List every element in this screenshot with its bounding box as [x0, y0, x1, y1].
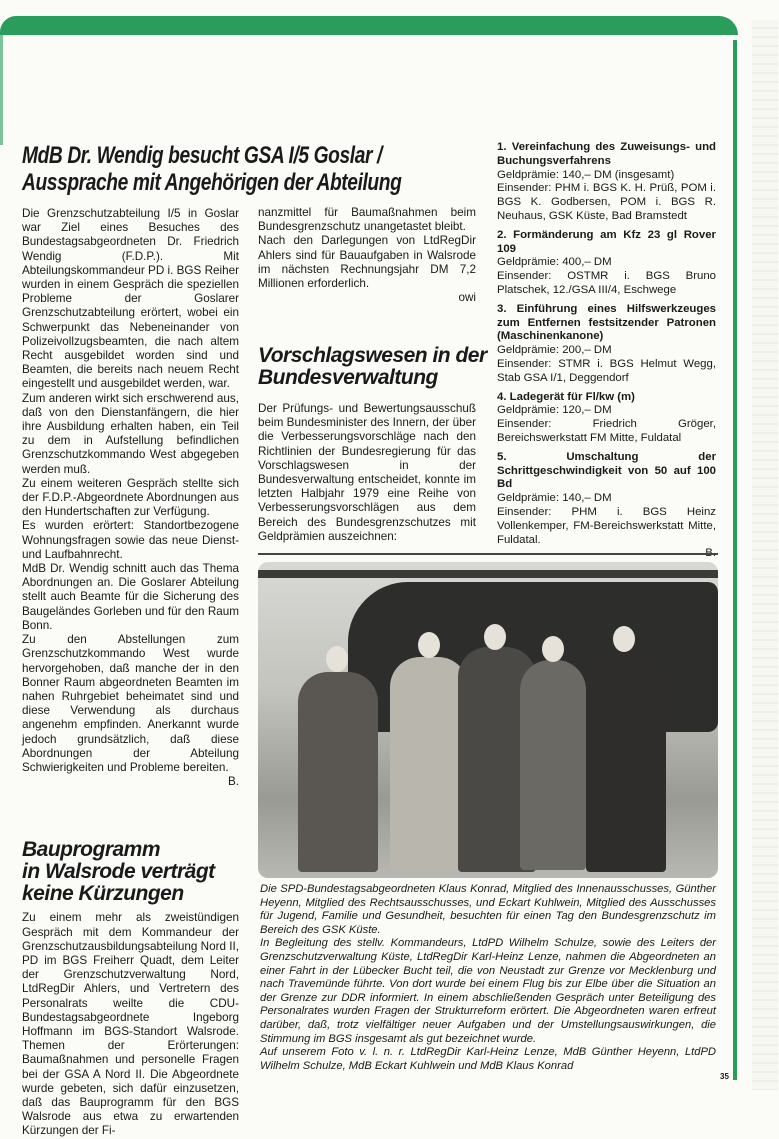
item-title: 4. Ladegerät für Fl/kw (m) — [497, 390, 635, 403]
section-divider — [258, 553, 718, 555]
item-bonus: Geldprämie: 120,– DM — [497, 404, 612, 417]
item-bonus: Geldprämie: 200,– DM — [497, 344, 612, 357]
item-title: 5. Umschaltung der Schrittgeschwindigkeit von 50 auf 100 Bd — [497, 450, 716, 491]
left-edge-rule — [0, 35, 3, 145]
item-submitter: Einsender: Friedrich Gröger, Bereichswerkstatt FM Mitte, Fuldatal — [497, 418, 716, 444]
article3-items — [497, 141, 716, 561]
paragraph: Die Grenzschutzabteilung I/5 in Goslar war Ziel eines Besuches des Bundestagsabgeordneten Dr. Friedrich Wendig (F.D.P.). Mit Abteilungskommandeur PD i. BGS Reiher wurden in einem Gespräch die speziellen Probleme der Goslarer Grenzschutzabteilung erörtert, wobei ein Schwerpunkt das Nebeneinander von Polizeivollzugsbeamten, die nach altem Recht ausgebildet worden sind und Beamten, die bereits nach neuem Recht eingestellt und ausgebildet werden, war. — [22, 207, 239, 391]
paragraph: MdB Dr. Wendig schnitt auch das Thema Abordnungen an. Die Goslarer Abteilung stellt auch Beamte für die Sicherung des Baugeländes Gorleben und für den Raum Bonn. — [22, 562, 239, 632]
signature: B. — [227, 775, 239, 789]
photo-caption — [260, 883, 716, 1073]
title-line: keine Kürzungen — [22, 882, 184, 906]
article3-intro — [258, 402, 476, 544]
caption-paragraph: Auf unserem Foto v. l. n. r. LtdRegDir Karl-Heinz Lenze, MdB Günther Heyenn, LtdPD Wilhelm Schulze, MdB Eckart Kuhlwein und MdB Klaus Konrad — [260, 1046, 716, 1072]
title-line: Bundesverwaltung — [258, 366, 438, 389]
page-number: 35 — [720, 1072, 729, 1081]
paragraph: Zu einem weiteren Gespräch stellte sich der F.D.P.-Abgeordnete Abordnungen aus den Hundertschaften zur Verfügung. — [22, 476, 239, 519]
item-submitter: Einsender: OSTMR i. BGS Bruno Platschek, 12./GSA III/4, Eschwege — [497, 270, 716, 296]
suggestion-item — [497, 229, 716, 298]
item-title: 2. Formänderung am Kfz 23 gl Rover 109 — [497, 228, 716, 255]
caption-paragraph: In Begleitung des stellv. Kommandeurs, LtdPD Wilhelm Schulze, sowie des Leiters der Grenzschutzverwaltung Küste, LtdRegDir Karl-Heinz Lenze, nahmen die Abgeordneten an einer Fahrt in der Lübecker Bucht teil, die von Neustadt zur Grenze vor Mecklenburg und nach Travemünde führte. Von dort wurde bei einem Flug bis zur Elbe über die Situation an der Grenze zur DDR informiert. In einem abschließenden Gespräch unter Beteiligung des Personalrates wurden Fragen der Strukturreform erörtert. Die Abgeordneten waren erfreut darüber, daß, trotz vielfältiger neuer Aufgaben und der Umstellungsauswirkungen, die Stimmung im BGS insgesamt als gut bezeichnet wurde. — [260, 937, 716, 1045]
item-title: 3. Einführung eines Hilfswerkzeuges zum Entfernen festsitzender Patronen (Maschinenkanone) — [497, 302, 716, 343]
caption-paragraph: Die SPD-Bundestagsabgeordneten Klaus Konrad, Mitglied des Innenausschusses, Günther Heyenn, Mitglied des Rechtsausschusses, und Eckart Kuhlwein, Mitglied des Ausschusses für Jugend, Familie und Gesundheit, besuchten für einen Tag den Bundesgrenzschutz im Bereich des GSK Küste. — [260, 883, 716, 936]
title-line: Bauprogramm — [22, 838, 161, 862]
article2-body-part2 — [258, 206, 476, 305]
article2-body-part1 — [22, 911, 239, 1138]
paragraph: Nach den Darlegungen von LtdRegDir Ahlers sind für Bauaufgaben in Walsrode im nächsten Rechnungsjahr DM 7,2 Millionen erforderlich. — [258, 234, 476, 291]
paragraph: nanzmittel für Baumaßnahmen beim Bundesgrenzschutz unangetastet bleibt. — [258, 206, 476, 234]
paragraph: Zum anderen wirkt sich erschwerend aus, daß von den Dienstanfängern, die hier ihre Ausbildung erhalten haben, ein Teil zu dem in Aufstellung befindlichen Grenzschutzkommando West abgegeben werden muß. — [22, 391, 239, 476]
suggestion-item — [497, 391, 716, 446]
suggestion-item — [497, 451, 716, 548]
item-submitter: Einsender: STMR i. BGS Helmut Wegg, Stab GSA I/1, Deggendorf — [497, 357, 716, 384]
page-edge-scan-noise — [752, 20, 778, 1090]
article1-title: MdB Dr. Wendig besucht GSA I/5 Goslar / Aussprache mit Angehörigen der Abteilung — [22, 142, 402, 196]
paragraph: Der Prüfungs- und Bewertungsausschuß beim Bundesminister des Innern, der über die Verbesserungsvorschläge nach den Richtlinien der Bundesregierung für das Vorschlagswesen in der Bundesverwaltung entscheidet, konnte im letzten Halbjahr 1979 eine Reihe von Verbesserungsvorschlägen aus dem Bereich des Bundesgrenzschutzes mit Geldprämien auszeichnen: — [258, 402, 476, 543]
item-submitter: Einsender: PHM i. BGS Heinz Vollenkemper, FM-Bereichswerkstatt Mitte, Fuldatal. — [497, 505, 716, 546]
item-bonus: Geldprämie: 400,– DM — [497, 256, 612, 269]
title-line: Vorschlagswesen in der — [258, 344, 487, 367]
article2-title — [22, 839, 239, 905]
item-title: 1. Vereinfachung des Zuweisungs- und Buchungsverfahrens — [497, 141, 716, 167]
suggestion-item — [497, 303, 716, 386]
suggestion-item — [497, 141, 716, 224]
item-submitter: Einsender: PHM i. BGS K. H. Prüß, POM i. BGS K. Godbersen, POM i. BGS R. Neuhaus, GSK Küste, Bad Bramstedt — [497, 182, 716, 222]
title-line: in Walsrode verträgt — [22, 860, 215, 884]
paragraph: Zu den Abstellungen zum Grenzschutzkommando West wurde hervorgehoben, daß manche der in den Bonner Raum abgeordneten Beamten im nahen Ruhrgebiet beheimatet sind und diese Verwendung als durchaus angenehm empfinden. Anerkannt wurde jedoch grundsätzlich, daß diese Abordnungen der Abteilung Schwierigkeiten und Probleme bereiten. — [22, 633, 239, 774]
green-header-band — [0, 16, 738, 35]
article1-body — [22, 207, 239, 789]
item-bonus: Geldprämie: 140,– DM (insgesamt) — [497, 168, 675, 181]
item-bonus: Geldprämie: 140,– DM — [497, 492, 612, 505]
paragraph: Zu einem mehr als zweistündigen Gespräch mit dem Kommandeur der Grenzschutzausbildungsabteilung Nord II, PD im BGS Freiherr Quadt, dem Leiter der Grenzschutzverwaltung Nord, LtdRegDir Ahlers, und Vertretern des Personalrats weilte die CDU-Bundestagsabgeordnete Ingeborg Hoffmann im BGS-Standort Walsrode. Themen der Erörterungen: Baumaßnahmen und personelle Fragen bei der GSA A Nord II. Die Abgeordnete wurde gebeten, sich dafür einzusetzen, daß das Bauprogramm für den BGS Walsrode aus etwa zu erwartenden Kürzungen der Fi- — [22, 911, 239, 1138]
article3-title — [258, 345, 487, 389]
green-right-rule — [733, 40, 737, 1080]
group-photo-helicopter — [258, 562, 718, 878]
paragraph: Es wurden erörtert: Standortbezogene Wohnungsfragen sowie das neue Dienst- und Laufbahnrecht. — [22, 519, 239, 561]
signature: owi — [458, 291, 476, 305]
